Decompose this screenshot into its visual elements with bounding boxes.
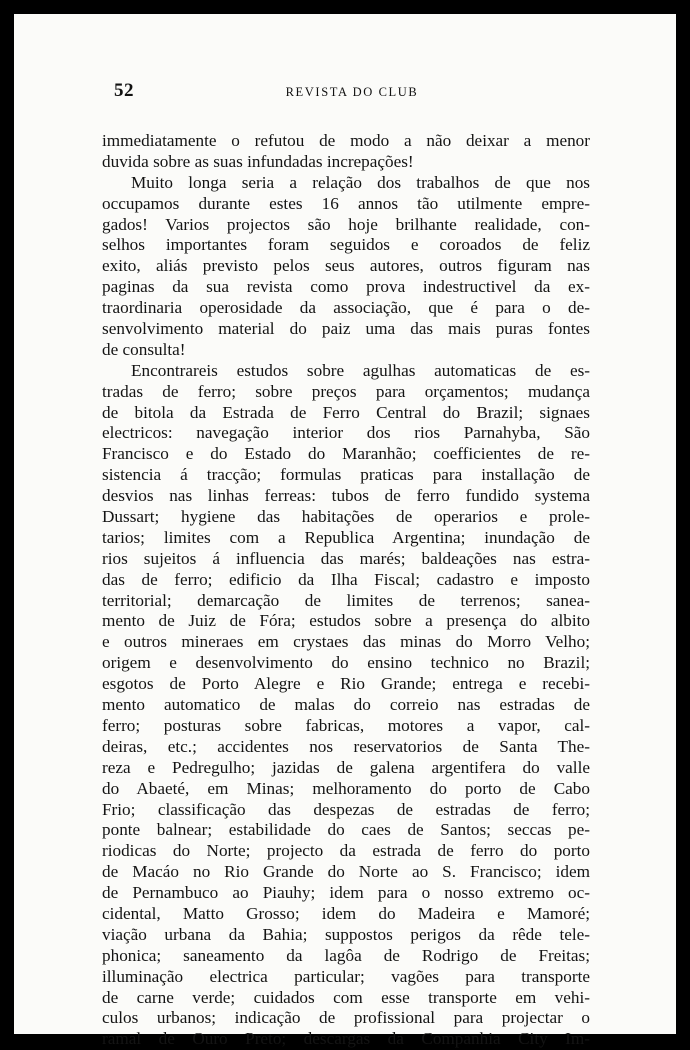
text-line: origem e desenvolvimento do ensino technico no Brazil; — [102, 653, 590, 673]
body-text — [102, 131, 590, 1050]
text-line: Francisco e do Estado do Maranhão; coefficientes de re- — [102, 444, 590, 464]
text-line: ponte balnear; estabilidade do caes de Santos; seccas pe- — [102, 820, 590, 840]
text-line: territorial; demarcação de limites de terrenos; sanea- — [102, 590, 590, 610]
text-line: reza e Pedregulho; jazidas de galena argentifera do valle — [102, 757, 590, 777]
text-line: selhos importantes foram seguidos e coroados de feliz — [102, 235, 590, 255]
text-line: de bitola da Estrada de Ferro Central do Brazil; signaes — [102, 402, 590, 422]
text-line: esgotos de Porto Alegre e Rio Grande; entrega e recebi- — [102, 674, 590, 694]
text-line: cidental, Matto Grosso; idem do Madeira e Mamoré; — [102, 903, 590, 923]
text-line: mento automatico de malas do correio nas estradas de — [102, 695, 590, 715]
text-line: de Macáo no Rio Grande do Norte ao S. Francisco; idem — [102, 862, 590, 882]
text-line: de Pernambuco ao Piauhy; idem para o nosso extremo oc- — [102, 883, 590, 903]
text-line: Dussart; hygiene das habitações de operarios e prole- — [102, 507, 590, 527]
text-line: ferro; posturas sobre fabricas, motores a vapor, cal- — [102, 715, 590, 735]
book-page — [14, 14, 676, 1049]
page-number: 52 — [114, 80, 134, 101]
text-line: senvolvimento material do paiz uma das mais puras fontes — [102, 319, 590, 339]
text-line: gados! Varios projectos são hoje brilhante realidade, con- — [102, 214, 590, 234]
text-line: de carne verde; cuidados com esse transporte em vehi- — [102, 987, 590, 1007]
text-line: Muito longa seria a relação dos trabalhos de que nos — [131, 172, 590, 192]
running-title: REVISTA DO CLUB — [285, 85, 419, 99]
text-line: tradas de ferro; sobre preços para orçamentos; mudança — [102, 381, 590, 401]
text-line: desvios nas linhas ferreas: tubos de ferro fundido systema — [102, 486, 590, 506]
text-line: duvida sobre as suas infundadas increpações! — [102, 151, 414, 171]
text-line: paginas da sua revista como prova indestructivel da ex- — [102, 277, 590, 297]
text-line: ramal de Ouro Preto; descargas da Companhia City Im- — [102, 1029, 590, 1049]
text-line: das de ferro; edificio da Ilha Fiscal; cadastro e imposto — [102, 569, 590, 589]
text-line: do Abaeté, em Minas; melhoramento do porto de Cabo — [102, 778, 590, 798]
text-line: Frio; classificação das despezas de estradas de ferro; — [102, 799, 590, 819]
text-line: riodicas do Norte; projecto da estrada de ferro do porto — [102, 841, 590, 861]
text-line: immediatamente o refutou de modo a não deixar a menor — [102, 131, 590, 150]
text-line: sistencia á tracção; formulas praticas para installação de — [102, 465, 590, 485]
page-header — [114, 80, 590, 104]
text-line: rios sujeitos á influencia das marés; baldeações nas estra- — [102, 548, 590, 568]
text-line: Encontrareis estudos sobre agulhas automaticas de es- — [131, 360, 590, 380]
text-line: traordinaria operosidade da associação, que é para o de- — [102, 298, 590, 318]
text-line: culos urbanos; indicação de profissional para projectar o — [102, 1008, 590, 1028]
text-line: electricos: navegação interior dos rios Parnahyba, São — [102, 423, 590, 443]
text-line: illuminação electrica particular; vagões para transporte — [102, 966, 590, 986]
text-line: tarios; limites com a Republica Argentina; inundação de — [102, 527, 590, 547]
text-line: mento de Juiz de Fóra; estudos sobre a presença do albito — [102, 611, 590, 631]
text-line: exito, aliás previsto pelos seus autores, outros figuram nas — [102, 256, 590, 276]
text-line: viação urbana da Bahia; suppostos perigos da rêde tele- — [102, 924, 590, 944]
text-line: deiras, etc.; accidentes nos reservatorios de Santa The- — [102, 736, 590, 756]
text-line: phonica; saneamento da lagôa de Rodrigo de Freitas; — [102, 945, 590, 965]
text-line: de consulta! — [102, 339, 186, 359]
text-line: e outros mineraes em crystaes das minas do Morro Velho; — [102, 632, 590, 652]
text-line: occupamos durante estes 16 annos tão utilmente empre- — [102, 193, 590, 213]
